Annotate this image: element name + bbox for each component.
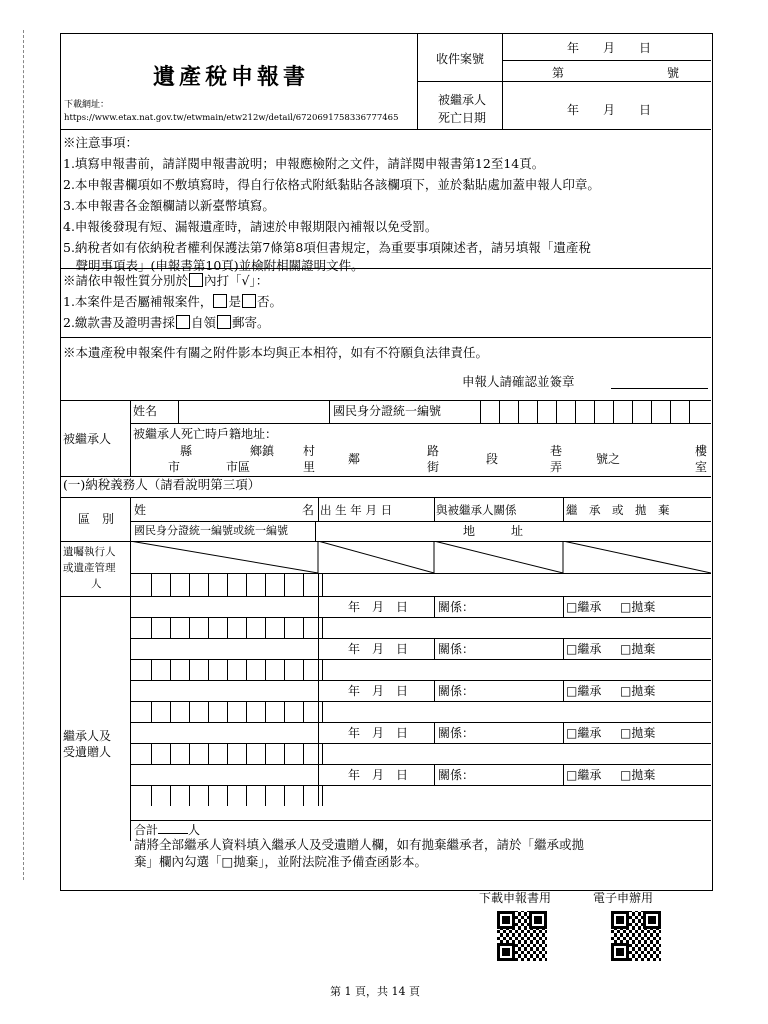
download-url-label: 下載網址： (64, 100, 110, 110)
decedent-address-label: 被繼承人死亡時戶籍地址： (133, 427, 278, 441)
note-item: 4.申報後發現有短、漏報遺產時，請速於申報期限內補報以免受罰。 (63, 219, 438, 234)
heir-birth-date[interactable]: 年 月 日 (348, 768, 409, 782)
note-item: 2.本申報書欄項如不敷填寫時，得自行依格式附紙黏貼各該欄項下，並於黏貼處加蓋申報人印章。 (63, 177, 600, 192)
heir-inherit-option[interactable]: □繼承 (566, 642, 602, 656)
heir-renounce-option[interactable]: □拋棄 (620, 642, 656, 656)
decedent-id-label: 國民身分證統一編號 (333, 404, 442, 418)
heir-relation[interactable]: 關係： (438, 684, 475, 698)
heir-renounce-option[interactable]: □拋棄 (620, 600, 656, 614)
total-label: 合計 人 (134, 823, 201, 837)
note-item: 3.本申報書各金額欄請以新臺幣填寫。 (63, 198, 275, 213)
note-item: 5.納稅者如有依納稅者權利保護法第7條第8項但書規定，為重要事項陳述者，請另填報「遺產稅 (63, 240, 591, 255)
supplement-yes-checkbox[interactable] (213, 294, 227, 308)
note-item: 聲明事項表」(申報書第10頁)並檢附相關證明文件。 (63, 258, 364, 273)
binding-line (23, 30, 24, 880)
declaration-text: ※本遺產稅申報案件有關之附件影本均與正本相符，如有不符願負法律責任。 (63, 345, 489, 360)
nature-block: ※請依申報性質分別於 內打「√」： 1.本案件是否屬補報案件， 是 否。 2.繳款書及證明書採 自領 郵寄。 (63, 273, 282, 330)
checkbox-sample (189, 273, 203, 287)
executor-diagonals (130, 541, 711, 573)
id-header: 國民身分證統一編號或統一編號 (134, 524, 288, 537)
heir-relation[interactable]: 關係： (438, 726, 475, 740)
notes-heading: ※注意事項： (63, 135, 139, 150)
heir-inherit-option[interactable]: □繼承 (566, 600, 602, 614)
address-header: 地 址 (463, 524, 524, 538)
heir-relation[interactable]: 關係： (438, 642, 475, 656)
self-collect-checkbox[interactable] (176, 315, 190, 329)
death-date-label-1: 被繼承人 (438, 93, 487, 107)
heir-birth-date[interactable]: 年 月 日 (348, 726, 409, 740)
heir-inherit-option[interactable]: □繼承 (566, 768, 602, 782)
mail-checkbox[interactable] (217, 315, 231, 329)
taxpayer-section-title: (一)納稅義務人（請看說明第三項） (63, 477, 261, 492)
qr-download-code[interactable] (497, 911, 547, 961)
receipt-no-suffix: 號 (667, 66, 680, 80)
qr-electronic-code[interactable] (611, 911, 661, 961)
heir-renounce-option[interactable]: □拋棄 (620, 768, 656, 782)
qr-download-label: 下載申報書用 (479, 891, 552, 905)
category-label: 區 別 (78, 512, 115, 526)
qr-electronic-label: 電子申辦用 (593, 891, 654, 905)
death-date-label-2: 死亡日期 (438, 111, 487, 125)
signature-line[interactable] (611, 388, 708, 389)
heir-birth-date[interactable]: 年 月 日 (348, 684, 409, 698)
heir-relation[interactable]: 關係： (438, 768, 475, 782)
heir-renounce-option[interactable]: □拋棄 (620, 684, 656, 698)
receipt-label: 收件案號 (436, 52, 485, 66)
surname-label: 姓 (134, 503, 147, 517)
death-date-ymd: 年 月 日 (567, 103, 652, 117)
heir-birth-date[interactable]: 年 月 日 (348, 600, 409, 614)
heir-birth-date[interactable]: 年 月 日 (348, 642, 409, 656)
form-title: 遺產稅申報書 (153, 64, 310, 90)
page-footer: 第 1 頁，共 14 頁 (330, 985, 420, 998)
heir-renounce-option[interactable]: □拋棄 (620, 726, 656, 740)
heirs-label: 繼承人及 (63, 729, 112, 743)
supplement-no-checkbox[interactable] (242, 294, 256, 308)
decedent-name-label: 姓名 (133, 404, 158, 418)
decedent-section-label: 被繼承人 (63, 432, 112, 446)
instruction-line-2: 棄」欄內勾選「□拋棄」，並附法院准予備查函影本。 (134, 854, 428, 869)
receipt-date: 年 月 日 (567, 41, 652, 55)
heir-inherit-option[interactable]: □繼承 (566, 684, 602, 698)
heir-inherit-option[interactable]: □繼承 (566, 726, 602, 740)
birth-date-header: 出 生 年 月 日 (320, 503, 393, 517)
note-item: 1.填寫申報書前，請詳閱申報書說明；申報應檢附之文件，請詳閱申報書第12至14頁。 (63, 156, 545, 171)
inherit-header: 繼 承 或 拋 棄 (566, 503, 670, 517)
receipt-no-prefix: 第 (552, 66, 565, 80)
notes-block (63, 132, 708, 276)
instruction-line-1: 請將全部繼承人資料填入繼承人及受遺贈人欄，如有拋棄繼承者，請於「繼承或拋 (134, 837, 585, 852)
download-url: https://www.etax.nat.gov.tw/etwmain/etw212w/detail/6720691758336777465 (64, 113, 399, 123)
heir-relation[interactable]: 關係： (438, 600, 475, 614)
relation-header: 與被繼承人關係 (436, 503, 517, 517)
executor-label: 遺囑執行人 (63, 546, 116, 558)
signature-label: 申報人請確認並簽章 (462, 374, 575, 389)
given-name-label: 名 (302, 503, 315, 517)
